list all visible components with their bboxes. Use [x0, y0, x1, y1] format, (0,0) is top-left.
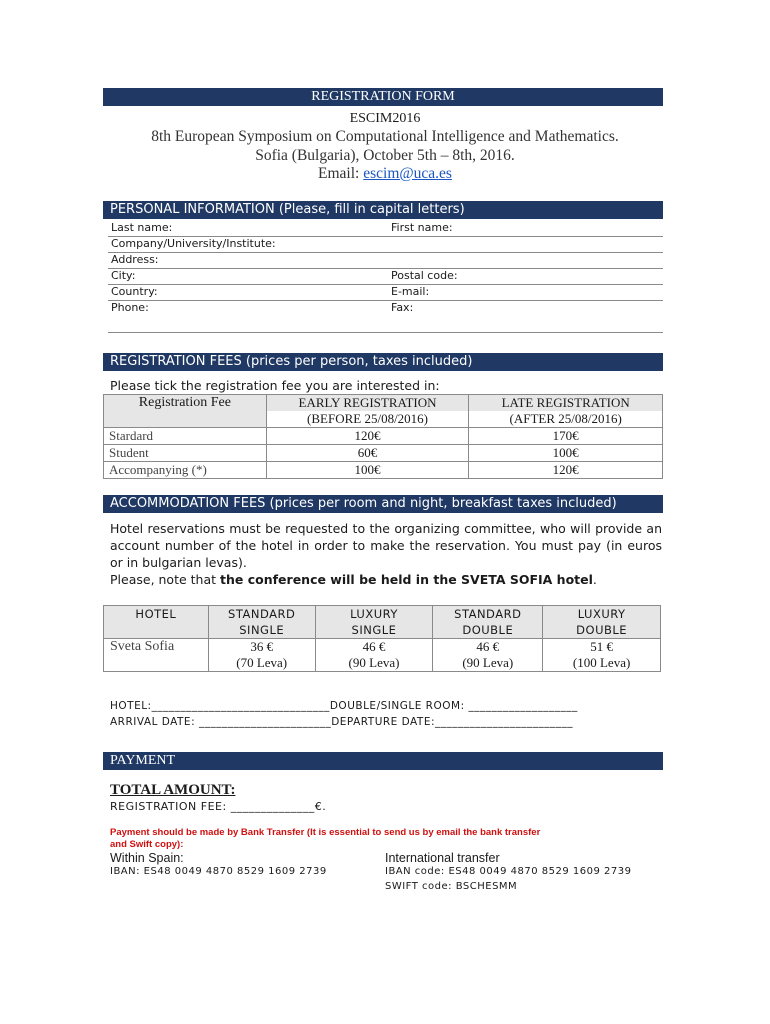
email-link[interactable]: escim@uca.es: [363, 165, 452, 182]
personal-info-title: PERSONAL INFORMATION (Please, fill in capital letters): [110, 202, 465, 217]
price-leva: (90 Leva): [348, 655, 400, 670]
acc-row-sveta-sofia: [104, 639, 661, 672]
col-late-2: (AFTER 25/08/2016): [469, 411, 663, 428]
event-name: 8th European Symposium on Computational Intelligence and Mathematics.: [151, 128, 619, 145]
col-luxury-double: [543, 606, 661, 639]
fees-instruction: Please tick the registration fee you are interested in:: [110, 378, 440, 393]
row-company: [108, 236, 663, 253]
hotel-room-line[interactable]: HOTEL:_______________________________DOUBLE/SINGLE ROOM: ___________________: [110, 700, 578, 712]
fee-early[interactable]: 100€: [266, 462, 469, 479]
fee-early[interactable]: 60€: [266, 445, 469, 462]
col-standard-single: [208, 606, 315, 639]
email-field-label: E-mail:: [391, 285, 430, 298]
fee-name: Stardard: [104, 428, 267, 445]
conference-note: [110, 571, 662, 588]
phone-label: Phone:: [111, 301, 149, 314]
international-label: International transfer: [385, 851, 500, 865]
fax-label: Fax:: [391, 301, 414, 314]
international-iban: IBAN code: ES48 0049 4870 8529 1609 2739: [385, 866, 632, 877]
address-label: Address:: [111, 253, 159, 266]
payment-note-1: Payment should be made by Bank Transfer (It is essential to send us by email the bank transfer: [110, 827, 541, 838]
country-label: Country:: [111, 285, 158, 298]
fee-late[interactable]: 170€: [469, 428, 663, 445]
registration-fees-bar: [103, 353, 663, 371]
accommodation-fees-title: ACCOMMODATION FEES (prices per room and night, breakfast taxes included): [110, 496, 617, 511]
col-ss-1: STANDARD: [228, 607, 296, 621]
col-ls-2: SINGLE: [351, 623, 397, 637]
row-country: [108, 284, 663, 301]
fee-name: Accompanying (*): [104, 462, 267, 479]
fee-early[interactable]: 120€: [266, 428, 469, 445]
price-leva: (70 Leva): [236, 655, 288, 670]
col-ld-1: LUXURY: [577, 607, 626, 621]
col-standard-double: [433, 606, 543, 639]
email-label: Email:: [318, 165, 364, 182]
registration-fees-title: REGISTRATION FEES (prices per person, taxes included): [110, 354, 473, 369]
fee-late[interactable]: 100€: [469, 445, 663, 462]
price-standard-single[interactable]: [208, 639, 315, 672]
col-sd-2: DOUBLE: [462, 623, 514, 637]
fee-name: Student: [104, 445, 267, 462]
event-place-date: Sofia (Bulgaria), October 5th – 8th, 2016.: [255, 147, 515, 164]
total-amount: TOTAL AMOUNT:: [110, 782, 236, 798]
price-luxury-double[interactable]: [543, 639, 661, 672]
hotel-name: Sveta Sofia: [104, 639, 209, 672]
postal-code-label: Postal code:: [391, 269, 458, 282]
col-late-1: LATE REGISTRATION: [469, 395, 663, 412]
within-spain-iban: IBAN: ES48 0049 4870 8529 1609 2739: [110, 866, 327, 877]
fee-late[interactable]: 120€: [469, 462, 663, 479]
fee-row-student[interactable]: [104, 445, 663, 462]
first-name-label: First name:: [391, 221, 453, 234]
price-leva: (100 Leva): [572, 655, 631, 670]
col-ld-2: DOUBLE: [576, 623, 628, 637]
row-name: [108, 220, 663, 237]
accommodation-table: [103, 605, 661, 672]
event-email-line: [0, 165, 770, 183]
registration-fee-line[interactable]: REGISTRATION FEE: ______________€.: [110, 800, 327, 813]
row-phone: [108, 300, 663, 333]
fee-row-standard[interactable]: [104, 428, 663, 445]
registration-fee-table: [103, 394, 663, 479]
col-ls-1: LUXURY: [350, 607, 398, 621]
price-eur: 46 €: [362, 639, 386, 654]
col-luxury-single: [315, 606, 433, 639]
last-name-label: Last name:: [111, 221, 173, 234]
col-early-1: EARLY REGISTRATION: [266, 395, 469, 412]
arrival-departure-line[interactable]: ARRIVAL DATE: _______________________DEPARTURE DATE:________________________: [110, 716, 574, 728]
price-leva: (90 Leva): [462, 655, 514, 670]
payment-title: PAYMENT: [110, 753, 176, 768]
note-prefix: Please, note that: [110, 572, 221, 587]
col-registration-fee: Registration Fee: [104, 395, 267, 428]
col-early-2: (BEFORE 25/08/2016): [266, 411, 469, 428]
payment-bar: [103, 752, 663, 770]
price-eur: 51 €: [590, 639, 613, 654]
col-hotel: HOTEL: [104, 606, 209, 639]
acc-header-row: [104, 606, 661, 639]
price-eur: 46 €: [476, 639, 500, 654]
price-standard-double[interactable]: [433, 639, 543, 672]
fee-header-row: [104, 395, 663, 412]
form-title: REGISTRATION FORM: [311, 89, 455, 104]
note-bold: the conference will be held in the SVETA SOFIA hotel: [220, 572, 593, 587]
form-title-bar: [103, 88, 663, 106]
company-label: Company/University/Institute:: [111, 237, 276, 250]
accommodation-paragraph: Hotel reservations must be requested to the organizing committee, who will provide an account number of the hotel in order to make the reservation. You must pay (in euros or in bulgarian levas).: [110, 521, 662, 570]
price-eur: 36 €: [250, 639, 274, 654]
international-swift: SWIFT code: BSCHESMM: [385, 881, 518, 892]
row-city: [108, 268, 663, 285]
personal-info-bar: [103, 201, 663, 219]
col-ss-2: SINGLE: [239, 623, 285, 637]
city-label: City:: [111, 269, 136, 282]
payment-note-2: and Swift copy):: [110, 839, 184, 850]
accommodation-fees-bar: [103, 495, 663, 513]
event-code: ESCIM2016: [349, 111, 421, 126]
fee-row-accompanying[interactable]: [104, 462, 663, 479]
col-sd-1: STANDARD: [454, 607, 522, 621]
within-spain-label: Within Spain:: [110, 851, 184, 865]
note-suffix: .: [592, 572, 597, 587]
row-address: [108, 252, 663, 269]
price-luxury-single[interactable]: [315, 639, 433, 672]
